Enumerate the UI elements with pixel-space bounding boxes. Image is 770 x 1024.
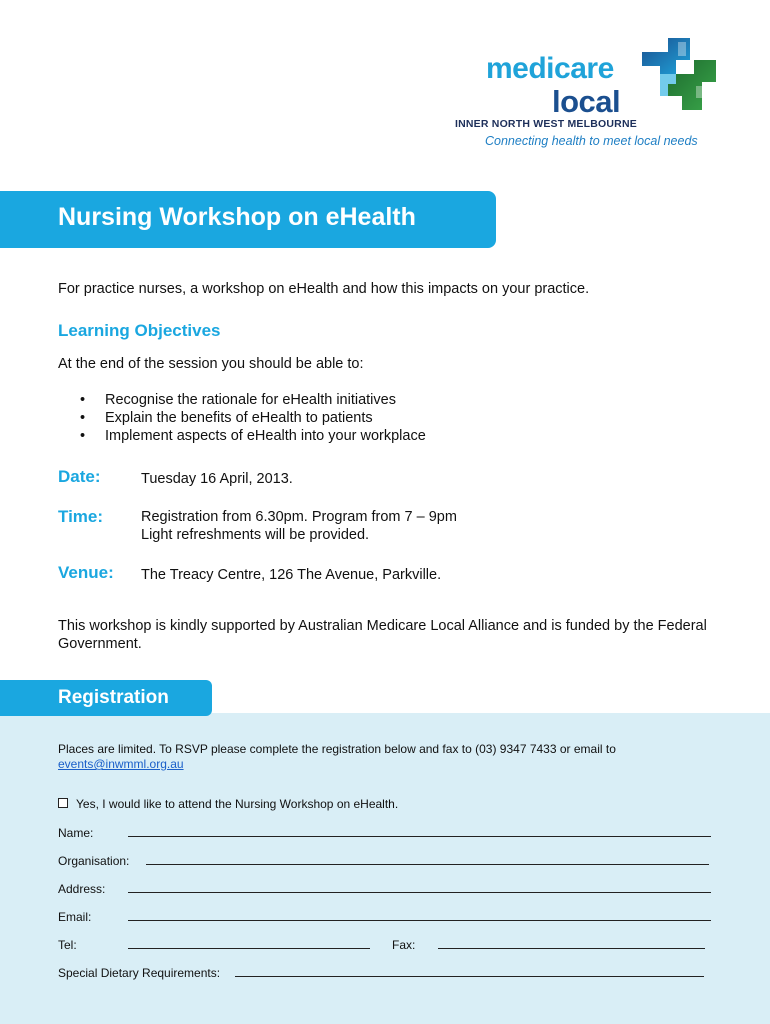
dietary-label: Special Dietary Requirements: bbox=[58, 966, 221, 980]
logo-cross-icon bbox=[638, 34, 720, 114]
time-value-line-2: Light refreshments will be provided. bbox=[141, 527, 370, 543]
time-value-line-1: Registration from 6.30pm. Program from 7 – 9pm bbox=[141, 509, 457, 525]
logo-word-medicare: medicare bbox=[486, 52, 614, 85]
list-item: • Explain the benefits of eHealth to patients bbox=[80, 410, 373, 426]
address-field[interactable] bbox=[128, 892, 711, 893]
logo-subtitle: INNER NORTH WEST MELBOURNE bbox=[455, 118, 637, 130]
organisation-field[interactable] bbox=[146, 864, 709, 865]
date-label: Date: bbox=[58, 467, 101, 486]
email-link[interactable]: events@inwmml.org.au bbox=[58, 757, 184, 771]
name-label: Name: bbox=[58, 826, 94, 840]
fax-field[interactable] bbox=[438, 948, 705, 949]
medicare-local-logo bbox=[455, 30, 735, 160]
time-label: Time: bbox=[58, 507, 104, 526]
bullet-icon: • bbox=[80, 410, 86, 426]
email-link-wrap bbox=[58, 757, 184, 771]
title-banner bbox=[0, 191, 496, 248]
objectives-list bbox=[80, 391, 426, 445]
venue-label: Venue: bbox=[58, 563, 114, 582]
list-item: • Implement aspects of eHealth into your workplace bbox=[80, 428, 426, 444]
attend-checkbox[interactable] bbox=[58, 798, 68, 808]
name-field[interactable] bbox=[128, 836, 711, 837]
learning-objectives-lead: At the end of the session you should be able to: bbox=[58, 356, 364, 372]
fax-label: Fax: bbox=[392, 938, 416, 952]
tel-field[interactable] bbox=[128, 948, 370, 949]
dietary-field[interactable] bbox=[235, 976, 704, 977]
registration-heading: Registration bbox=[58, 687, 169, 708]
date-value: Tuesday 16 April, 2013. bbox=[141, 471, 293, 487]
page-title: Nursing Workshop on eHealth bbox=[58, 203, 416, 231]
registration-banner bbox=[0, 680, 212, 716]
intro-text: For practice nurses, a workshop on eHealth and how this impacts on your practice. bbox=[58, 281, 590, 297]
organisation-label: Organisation: bbox=[58, 854, 130, 868]
attend-option bbox=[58, 797, 398, 811]
venue-value: The Treacy Centre, 126 The Avenue, Parkville. bbox=[141, 567, 442, 583]
email-field[interactable] bbox=[128, 920, 711, 921]
bullet-icon: • bbox=[80, 392, 86, 408]
logo-tagline: Connecting health to meet local needs bbox=[485, 134, 698, 148]
logo-word-local: local bbox=[552, 84, 621, 119]
email-label: Email: bbox=[58, 910, 92, 924]
time-value bbox=[141, 508, 457, 544]
registration-instructions: Places are limited. To RSVP please complete the registration below and fax to (03) 9347 7433 or email to bbox=[58, 742, 616, 756]
address-label: Address: bbox=[58, 882, 106, 896]
tel-label: Tel: bbox=[58, 938, 77, 952]
support-text: This workshop is kindly supported by Australian Medicare Local Alliance and is funded by the Federal Government. bbox=[58, 618, 707, 652]
bullet-icon: • bbox=[80, 428, 86, 444]
list-item: • Recognise the rationale for eHealth initiatives bbox=[80, 392, 396, 408]
attend-checkbox-label: Yes, I would like to attend the Nursing Workshop on eHealth. bbox=[76, 797, 399, 811]
learning-objectives-heading: Learning Objectives bbox=[58, 321, 221, 340]
